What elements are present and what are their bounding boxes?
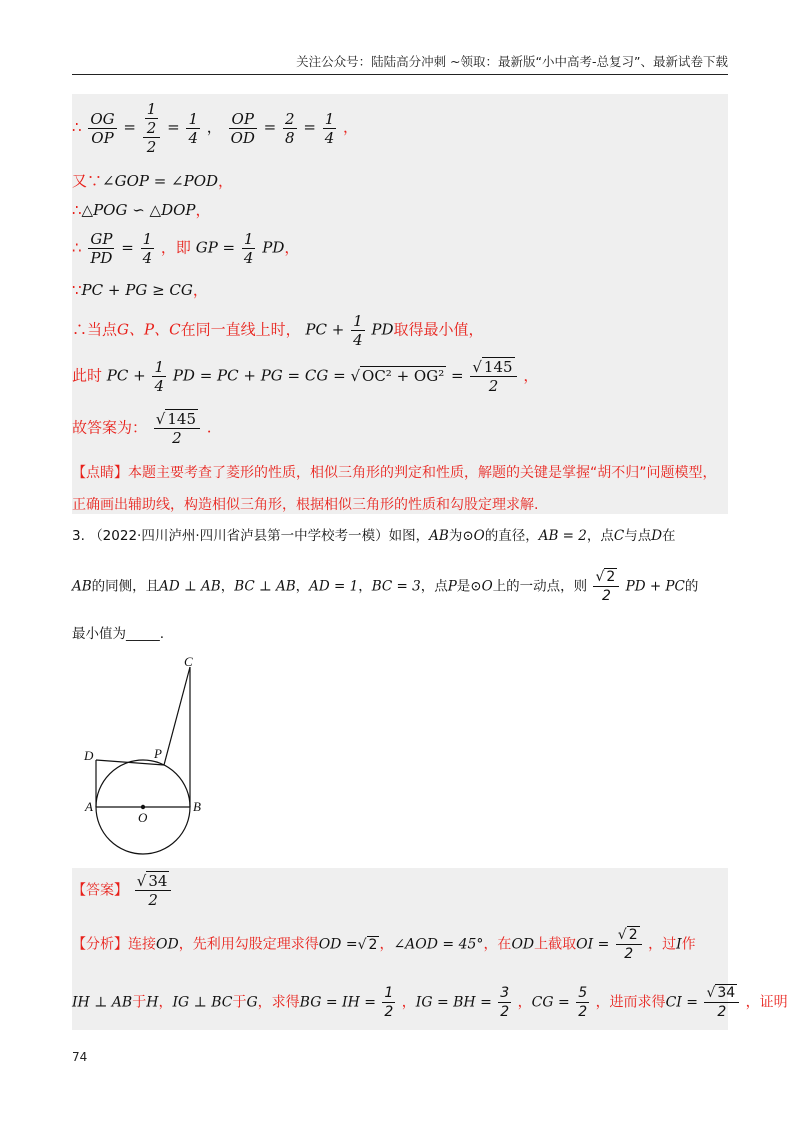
problem-line-2: AB的同侧，且AD ⊥ AB，BC ⊥ AB，AD = 1，BC = 3，点P是⊙O上的一动点，则 $\frac{√ 2}{2}$ PD + PC的 (72, 569, 699, 604)
fraction: $\frac{1}{4}$ (154, 358, 165, 395)
problem-line-1: 3. （2022·四川泸州·四川省泸县第一中学校考一模）如图，AB为⊙O的直径，AB = 2，点C与点D在 (72, 528, 676, 544)
fraction: $\frac{GP}{PD}$ (90, 230, 113, 267)
comment-line-1: 【点睛】本题主要考查了菱形的性质，相似三角形的判定和性质，解题的关键是掌握“胡不归”问题模型， (72, 465, 717, 481)
problem-line-3: 最小值为_____. (72, 626, 165, 642)
label-b: B (193, 799, 201, 814)
fraction: $\frac{√ 34}{2}$ (704, 984, 739, 1021)
solution-box (72, 94, 728, 514)
header-text: 关注公众号：陆陆高分冲刺 ~领取：最新版“小中高考-总复习”、最新试卷下载 (296, 54, 728, 69)
solution-line-7: 此时 PC + $\frac{1}{4}$ PD = PC + PG = CG = √ OC² + OG² = $\frac{√ 145}{2}$ ， (72, 358, 539, 395)
fraction: $\frac{OP}{OD}$ (230, 109, 255, 147)
label-d: D (84, 748, 94, 763)
solution-line-3: ∴△POG ∽ △DOP， (72, 201, 211, 219)
solution-line-5: ∵PC + PG ≥ CG， (72, 281, 208, 299)
solution-line-4: ∴ $\frac{GP}{PD}$ = $\frac{1}{4}$ ，即 GP = $\frac{1}{4}$ PD， (72, 230, 300, 267)
fraction: $\frac{3}{2}$ (500, 985, 510, 1020)
fraction: $\frac{1}{4}$ (324, 109, 335, 147)
solution-line-1: ∴ $\frac{OG}{OP}$ = $\frac{\frac{1}{2}}{2}$ = $\frac{1}{4}$ ， $\frac{OP}{OD}$ = $\frac{2}{8}$ = $\frac{1}{4}$ ， (72, 100, 359, 156)
fraction: $\frac{1}{2}$ (384, 985, 394, 1020)
solution-line-2: 又∵∠GOP = ∠POD， (72, 172, 234, 190)
fraction: $\frac{1}{4}$ (353, 312, 363, 349)
comment-line-2: 正确画出辅助线，构造相似三角形，根据相似三角形的性质和勾股定理求解. (72, 497, 539, 513)
page-header (72, 52, 728, 75)
fraction: $\frac{√ 2}{2}$ (593, 568, 619, 605)
segment-pc (164, 667, 190, 765)
center-dot (141, 805, 145, 809)
fraction: $\frac{2}{8}$ (285, 109, 295, 147)
nested-fraction: $\frac{\frac{1}{2}}{2}$ (143, 100, 161, 156)
label-a: A (85, 799, 93, 814)
analysis-line-1: 【分析】连接OD，先利用勾股定理求得OD =√ 2 ，∠AOD = 45°，在OD上截取OI = $\frac{√ 2}{2}$ ，过I作 (72, 927, 696, 962)
label-o: O (138, 810, 148, 825)
analysis-line-2: IH ⊥ AB于H，IG ⊥ BC于G，求得BG = IH = $\frac{1}{2}$ ，IG = BH = $\frac{3}{2}$ ，CG = $\frac{5}{2}$ ，进而求得CI = $\frac{√ 34}{2}$ ，证明 (72, 985, 788, 1020)
fraction: $\frac{√ 145}{2}$ (470, 358, 516, 395)
answer-line: 【答案】 $\frac{√ 34}{2}$ (72, 872, 173, 909)
fraction: $\frac{1}{4}$ (142, 230, 153, 267)
geometry-figure (80, 650, 220, 860)
fraction: $\frac{√ 2}{2}$ (616, 926, 642, 963)
answer-fraction: $\frac{√ 145}{2}$ (154, 410, 200, 447)
page-number: 74 (72, 1050, 88, 1064)
label-c: C (184, 654, 193, 669)
solution-line-6: ∴当点G、P、C在同一直线上时， PC + $\frac{1}{4}$ PD取得最小值， (72, 312, 484, 349)
fraction: $\frac{OG}{OP}$ (90, 109, 115, 147)
sqrt-expression: √ OC² + OG² (350, 366, 445, 385)
solution-line-8: 故答案为： $\frac{√ 145}{2}$ . (72, 410, 212, 447)
fraction: $\frac{1}{4}$ (188, 109, 198, 147)
fraction: $\frac{1}{4}$ (243, 230, 254, 267)
answer-value: $\frac{√ 34}{2}$ (135, 872, 172, 909)
label-p: P (154, 746, 162, 761)
fraction: $\frac{5}{2}$ (578, 985, 588, 1020)
